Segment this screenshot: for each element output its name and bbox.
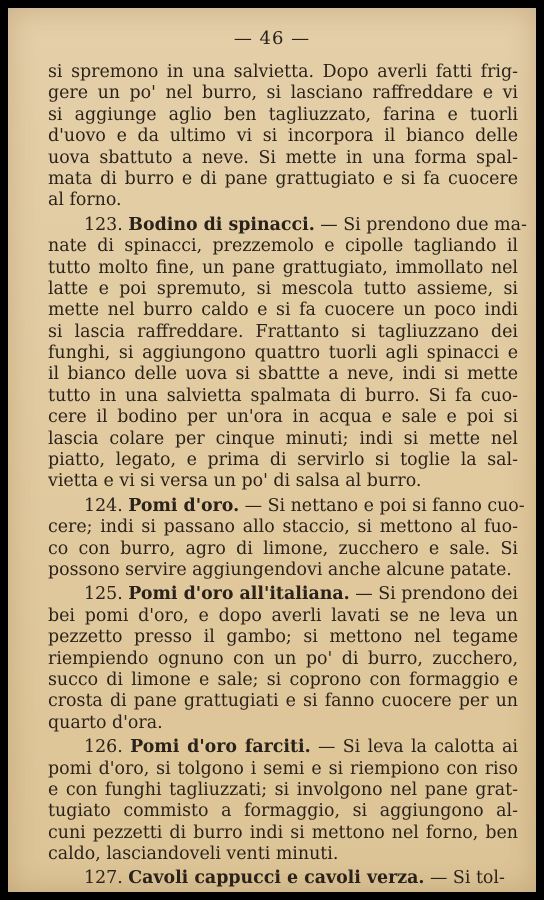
text-line: e con funghi tagliuzzati; si involgono nel pane grat-: [48, 779, 518, 800]
text-line: al forno.: [48, 190, 122, 211]
text-line: riempiendo ognuno con un po' di burro, zucchero,: [48, 648, 518, 669]
text-line: mata di burro e di pane grattugiato e si fa cuocere: [48, 168, 518, 189]
text-line: nate di spinacci, prezzemolo e cipolle tagliando il: [48, 236, 518, 257]
recipe-heading-line: [48, 584, 518, 605]
recipe-text: — Si nettano e poi si fanno cuo-: [244, 495, 525, 516]
continued-paragraph: [48, 62, 518, 212]
page-number: — 46 —: [233, 28, 311, 49]
recipe-heading-line: [48, 868, 518, 889]
book-page: [8, 8, 536, 892]
recipe-heading-line: [48, 495, 525, 517]
recipe-text: — Si tol-: [430, 868, 505, 889]
recipe-heading-line: [48, 214, 527, 236]
text-line: lascia colare per cinque minuti; indi si mette nel: [48, 428, 518, 449]
text-line: gere un po' nel burro, si lasciano raffreddare e vi: [48, 83, 518, 104]
text-line: co con burro, agro di limone, zucchero e sale. Si: [48, 538, 518, 559]
recipe-title: Bodino di spinacci.: [128, 214, 315, 235]
recipe-heading-line: [48, 737, 518, 758]
recipe-text: — Si prendono due ma-: [320, 214, 527, 235]
text-line: quarto d'ora.: [48, 712, 163, 733]
text-line: tutto molto fine, un pane grattugiato, immollato nel: [48, 257, 518, 278]
text-line: succo di limone e sale; si coprono con formaggio e: [48, 669, 518, 690]
text-line: tutto in una salvietta spalmata di burro. Si fa cuo-: [48, 385, 518, 406]
recipe-paragraph: [48, 737, 518, 865]
text-line: possono servire aggiungendovi anche alcune patate.: [48, 559, 512, 580]
recipe-title: Pomi d'oro farciti.: [130, 737, 311, 758]
text-line: cere; indi si passano allo staccio, si mettono al fuo-: [48, 517, 518, 538]
text-line: cere il bodino per un'ora in acqua e sale e poi si: [48, 407, 518, 428]
recipe-title: Pomi d'oro.: [128, 495, 240, 516]
text-line: uova sbattuto a neve. Si mette in una forma spal-: [48, 147, 518, 168]
recipe-number: 127.: [84, 868, 123, 889]
recipe-number: 125.: [84, 584, 123, 605]
text-line: cuni pezzetti di burro indi si mettono nel forno, ben: [48, 822, 518, 843]
recipe-title: Pomi d'oro all'italiana.: [128, 584, 350, 605]
recipe-number: 123.: [84, 214, 123, 235]
recipe-paragraph: [48, 214, 527, 493]
text-line: si aggiunge aglio ben tagliuzzato, farina e tuorli: [48, 104, 518, 125]
text-line: tugiato commisto a formaggio, si aggiungono al-: [48, 801, 518, 822]
text-line: mette nel burro caldo e si fa cuocere un poco indi: [48, 300, 518, 321]
text-line: crosta di pane grattugiati e si fanno cuocere per un: [48, 691, 518, 712]
recipe-number: 126.: [84, 737, 123, 758]
recipe-paragraph: [48, 868, 518, 889]
text-line: caldo, lasciandoveli venti minuti.: [48, 844, 339, 865]
text-line: d'uovo e da ultimo vi si incorpora il bianco delle: [48, 126, 518, 147]
text-line: latte e poi spremuto, si mescola tutto assieme, si: [48, 278, 518, 299]
text-line: il bianco delle uova si sbattte a neve, indi si mette: [48, 364, 518, 385]
text-line: vietta e vi si versa un po' di salsa al burro.: [48, 471, 422, 492]
recipe-number: 124.: [84, 495, 123, 516]
text-line: funghi, si aggiungono quattro tuorli agli spinacci e: [48, 343, 518, 364]
text-line: si spremono in una salvietta. Dopo averli fatti frig-: [48, 62, 518, 82]
text-line: piatto, legato, e prima di servirlo si toglie la sal-: [48, 450, 518, 471]
text-line: pezzetto presso il gambo; si mettono nel tegame: [48, 627, 518, 648]
recipe-paragraph: [48, 495, 525, 582]
recipe-text: — Si leva la calotta ai: [318, 737, 518, 758]
text-line: pomi d'oro, si tolgono i semi e si riempiono con riso: [48, 758, 518, 779]
recipe-title: Cavoli cappucci e cavoli verza.: [128, 868, 425, 889]
text-line: bei pomi d'oro, e dopo averli lavati se ne leva un: [48, 605, 518, 626]
page-text: [48, 62, 527, 893]
recipe-text: — Si prendono dei: [355, 584, 518, 605]
text-line: si lascia raffreddare. Frattanto si tagliuzzano dei: [48, 321, 518, 342]
recipe-paragraph: [48, 584, 518, 734]
